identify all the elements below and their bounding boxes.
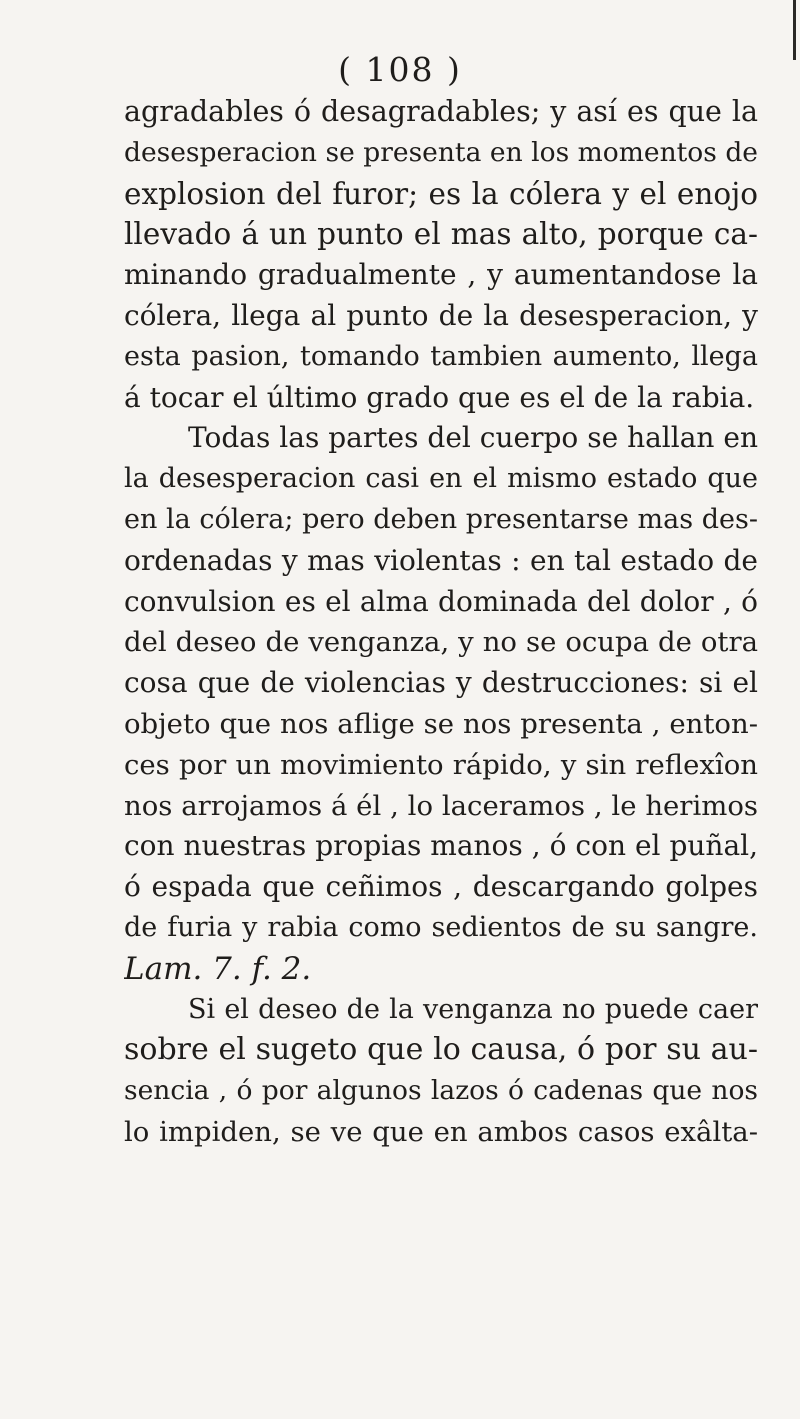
text-line: en la cólera; pero deben presentarse mas des- (124, 503, 758, 535)
text-line: desesperacion se presenta en los momentos de (124, 136, 758, 168)
text-line: cosa que de violencias y destrucciones: si el (124, 666, 758, 700)
text-line: Si el deseo de la venganza no puede caer (188, 993, 758, 1025)
text-line: lo impiden, se ve que en ambos casos exâlta- (124, 1115, 758, 1148)
text-line: Todas las partes del cuerpo se hallan en (188, 421, 758, 455)
text-line: sencia , ó por algunos lazos ó cadenas que nos (124, 1075, 758, 1107)
text-line: á tocar el último grado que es el de la rabia. (124, 380, 755, 414)
text-line: esta pasion, tomando tambien aumento, llega (124, 340, 758, 372)
text-line: minando gradualmente , y aumentandose la (124, 258, 758, 292)
text-line: explosion del furor; es la cólera y el enojo (124, 176, 758, 211)
body-text (124, 92, 758, 1153)
text-line: sobre el sugeto que lo causa, ó por su au- (124, 1032, 758, 1068)
text-line: la desesperacion casi en el mismo estado que (124, 463, 758, 495)
plate-reference: Lam. 7. f. 2. (124, 950, 312, 987)
text-line: del deseo de venganza, y no se ocupa de otra (124, 626, 758, 659)
text-line: objeto que nos aflige se nos presenta , enton- (124, 707, 758, 740)
text-line: cólera, llega al punto de la desesperacion, y (124, 298, 758, 332)
page-number: ( 108 ) (338, 50, 462, 89)
text-line: de furia y rabia como sedientos de su sangre. (124, 911, 758, 943)
text-line: ordenadas y mas violentas : en tal estado de (124, 543, 758, 577)
text-line: nos arrojamos á él , lo laceramos , le herimos (124, 789, 758, 822)
text-line: agradables ó desagradables; y así es que la (124, 95, 758, 128)
text-line: con nuestras propias manos , ó con el puñal, (124, 829, 758, 863)
text-line: ces por un movimiento rápido, y sin reflexîon (124, 748, 758, 781)
text-line: ó espada que ceñimos , descargando golpes (124, 870, 758, 904)
text-line: llevado á un punto el mas alto, porque ca- (124, 217, 758, 252)
text-line: convulsion es el alma dominada del dolor , ó (124, 584, 758, 618)
